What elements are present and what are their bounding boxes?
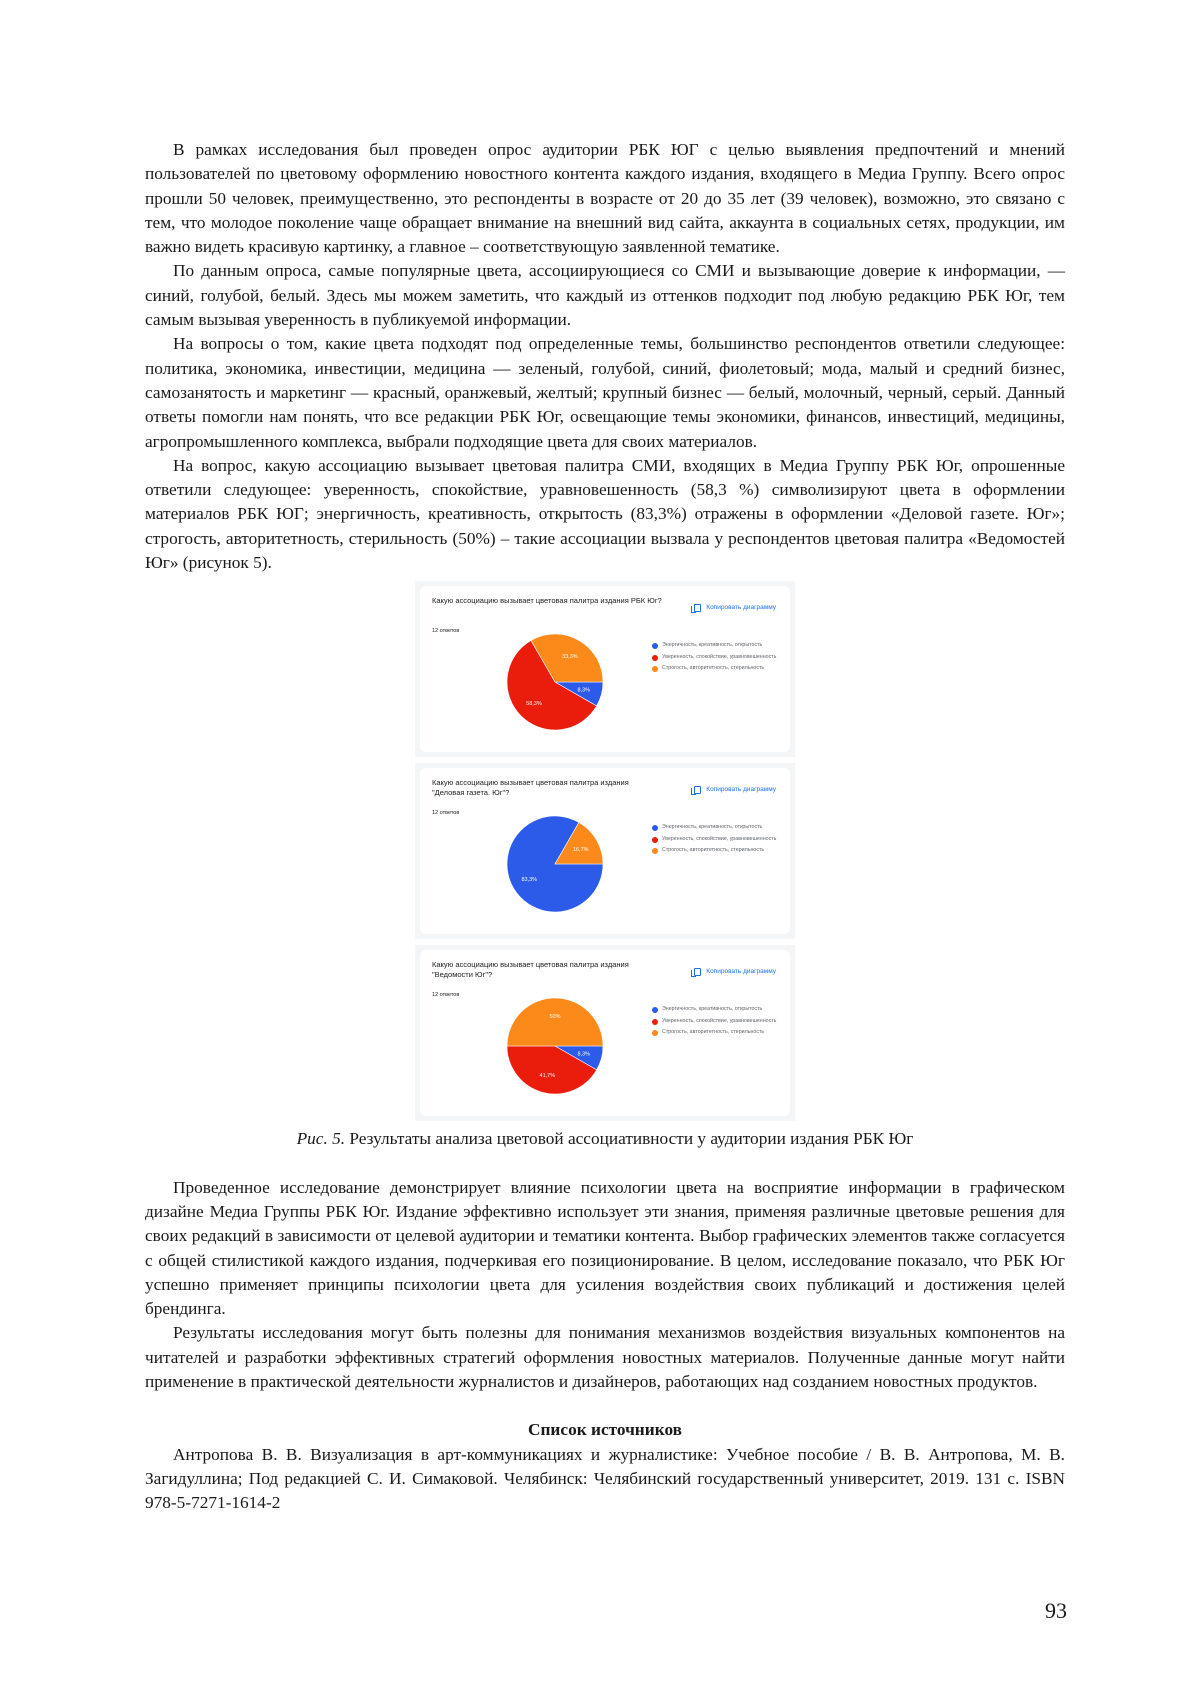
legend-item [652, 847, 782, 855]
legend-item [652, 1029, 782, 1037]
legend-label: Строгость, авторитетность, стерильность [662, 665, 765, 672]
copy-icon [694, 968, 701, 976]
legend-color-dot-icon [652, 848, 658, 854]
chart-title: Какую ассоциацию вызывает цветовая палитра издания "Ведомости Юг"? [432, 960, 629, 980]
page-number: 93 [1045, 1598, 1067, 1623]
pie-slice-label: 41,7% [539, 1073, 556, 1080]
legend-label: Уверенность, спокойствие, уравновешенность [662, 653, 777, 660]
chart-card [415, 763, 795, 939]
pie-slice-label: 50% [549, 1014, 561, 1021]
legend-color-dot-icon [652, 666, 658, 672]
response-count: 12 ответов [432, 992, 460, 999]
pie-slice [507, 998, 603, 1046]
legend-label: Уверенность, спокойствие, уравновешенность [662, 835, 777, 842]
chart-legend [652, 642, 782, 677]
chart-panel [420, 950, 790, 1116]
page-body [145, 138, 1065, 1516]
chart-card [415, 581, 795, 757]
legend-label: Уверенность, спокойствие, уравновешенность [662, 1017, 777, 1024]
copy-icon [694, 604, 701, 612]
reference-item: Антропова В. В. Визуализация в арт-коммуникациях и журналистике: Учебное пособие / В. В. Антропова, М. В. Загидуллина; Под редакцией С. И. Симаковой. Челябинск: Челябинский государственный университет, 2019. 131 с. ISBN 978-5-7271-1614-2 [145, 1444, 1065, 1513]
legend-item [652, 654, 782, 662]
pie-chart [505, 632, 605, 732]
legend-color-dot-icon [652, 1030, 658, 1036]
paragraph-6: Результаты исследования могут быть полезны для понимания механизмов воздействия визуальных компонентов на читателей и разработки эффективных стратегий оформления новостных материалов. Полученные данные могут найти применение в практической деятельности журналистов и дизайнеров, работающих над созданием новостных продуктов. [145, 1323, 1065, 1392]
copy-chart-label: Копировать диаграмму [706, 968, 776, 976]
chart-title: Какую ассоциацию вызывает цветовая палитра издания РБК Юг? [432, 596, 662, 606]
legend-label: Энергичность, креативность, открытость [662, 642, 763, 649]
caption-label: Рис. 5. [296, 1129, 346, 1149]
copy-chart-button[interactable] [694, 778, 776, 802]
copy-chart-button[interactable] [694, 596, 776, 620]
legend-item [652, 824, 782, 832]
copy-chart-label: Копировать диаграмму [706, 786, 776, 794]
pie-slice-label: 33,3% [562, 654, 578, 661]
pie-slice-label: 8,3% [577, 688, 591, 695]
copy-chart-button[interactable] [694, 960, 776, 984]
pie-svg [505, 996, 605, 1096]
legend-item [652, 836, 782, 844]
legend-color-dot-icon [652, 1007, 658, 1013]
pie-slice-label: 58,3% [526, 701, 542, 708]
legend-label: Строгость, авторитетность, стерильность [662, 1029, 765, 1036]
legend-item [652, 642, 782, 650]
legend-label: Строгость, авторитетность, стерильность [662, 847, 765, 854]
paragraph-3: На вопросы о том, какие цвета подходят под определенные темы, большинство респондентов ответили следующее: политика, экономика, инвестиции, медицина — зеленый, голубой, синий, фиолетовый; мода, малый и средний бизнес, самозанятость и маркетинг — красный, оранжевый, желтый; крупный бизнес — белый, молочный, черный, серый. Данный ответы помогли нам понять, что все редакции РБК Юг, освещающие темы экономики, финансов, инвестиций, медицины, агропромышленного комплекса, выбрали подходящие цвета для своих материалов. [145, 334, 1065, 451]
references-title: Список источников [528, 1420, 682, 1440]
chart-legend [652, 824, 782, 859]
legend-color-dot-icon [652, 837, 658, 843]
legend-item [652, 1018, 782, 1026]
figure-caption [145, 1127, 1065, 1151]
pie-chart [505, 814, 605, 914]
legend-item [652, 665, 782, 673]
pie-svg [505, 814, 605, 914]
legend-label: Энергичность, креативность, открытость [662, 824, 763, 831]
legend-label: Энергичность, креативность, открытость [662, 1006, 763, 1013]
paragraph-5: Проведенное исследование демонстрирует влияние психологии цвета на восприятие информации в графическом дизайне Медиа Группы РБК Юг. Издание эффективно использует эти знания, применяя различные цветовые решения для своих редакций в зависимости от целевой аудитории и тематики контента. Выбор графических элементов также согласуется с общей стилистикой каждого издания, подчеркивая его позиционирование. В целом, исследование показало, что РБК Юг успешно применяет принципы психологии цвета для усиления воздействия своих публикаций и достижения целей брендинга. [145, 1177, 1065, 1319]
legend-color-dot-icon [652, 643, 658, 649]
paragraph-4: На вопрос, какую ассоциацию вызывает цветовая палитра СМИ, входящих в Медиа Группу РБК Юг, опрошенные ответили следующее: уверенность, спокойствие, уравновешенность (58,3 %) символизируют цвета в оформлении материалов РБК ЮГ; энергичность, креативность, открытость (83,3%) отражены в оформлении «Деловой газете. Юг»; строгость, авторитетность, стерильность (50%) – такие ассоциации вызвала у респондентов цветовая палитра «Ведомостей Юг» (рисунок 5). [145, 455, 1065, 573]
chart-card [415, 945, 795, 1121]
paragraph-2: По данным опроса, самые популярные цвета, ассоциирующиеся со СМИ и вызывающие доверие к информации, — синий, голубой, белый. Здесь мы можем заметить, что каждый из оттенков подходит под любую редакцию РБК Юг, тем самым вызывая уверенность в публикуемой информации. [145, 261, 1065, 330]
legend-color-dot-icon [652, 1019, 658, 1025]
pie-slice-label: 16,7% [572, 847, 589, 854]
paragraph-1: В рамках исследования был проведен опрос аудитории РБК ЮГ с целью выявления предпочтений и мнений пользователей по цветовому оформлению новостного контента каждого издания, входящего в Медиа Группу. Всего опрос прошли 50 человек, преимущественно, это респонденты в возрасте от 20 до 35 лет (39 человек), возможно, это связано с тем, что молодое поколение чаще обращает внимание на внешний вид сайта, аккаунта в социальных сетях, продукции, им важно видеть красивую картинку, а главное – соответствующую заявленной тематике. [145, 140, 1065, 257]
response-count: 12 ответов [432, 628, 460, 635]
legend-color-dot-icon [652, 655, 658, 661]
figure-5 [415, 581, 795, 1121]
pie-svg [505, 632, 605, 732]
copy-chart-label: Копировать диаграмму [706, 604, 776, 612]
chart-legend [652, 1006, 782, 1041]
response-count: 12 ответов [432, 810, 460, 817]
chart-panel [420, 768, 790, 934]
chart-title: Какую ассоциацию вызывает цветовая палитра издания "Деловая газета. Юг"? [432, 778, 629, 798]
chart-panel [420, 586, 790, 752]
caption-text: Результаты анализа цветовой ассоциативности у аудитории издания РБК Юг [345, 1129, 914, 1149]
copy-icon [694, 786, 701, 794]
pie-chart [505, 996, 605, 1096]
pie-slice-label: 83,3% [521, 877, 538, 884]
legend-item [652, 1006, 782, 1014]
legend-color-dot-icon [652, 825, 658, 831]
pie-slice-label: 8,3% [577, 1052, 591, 1059]
